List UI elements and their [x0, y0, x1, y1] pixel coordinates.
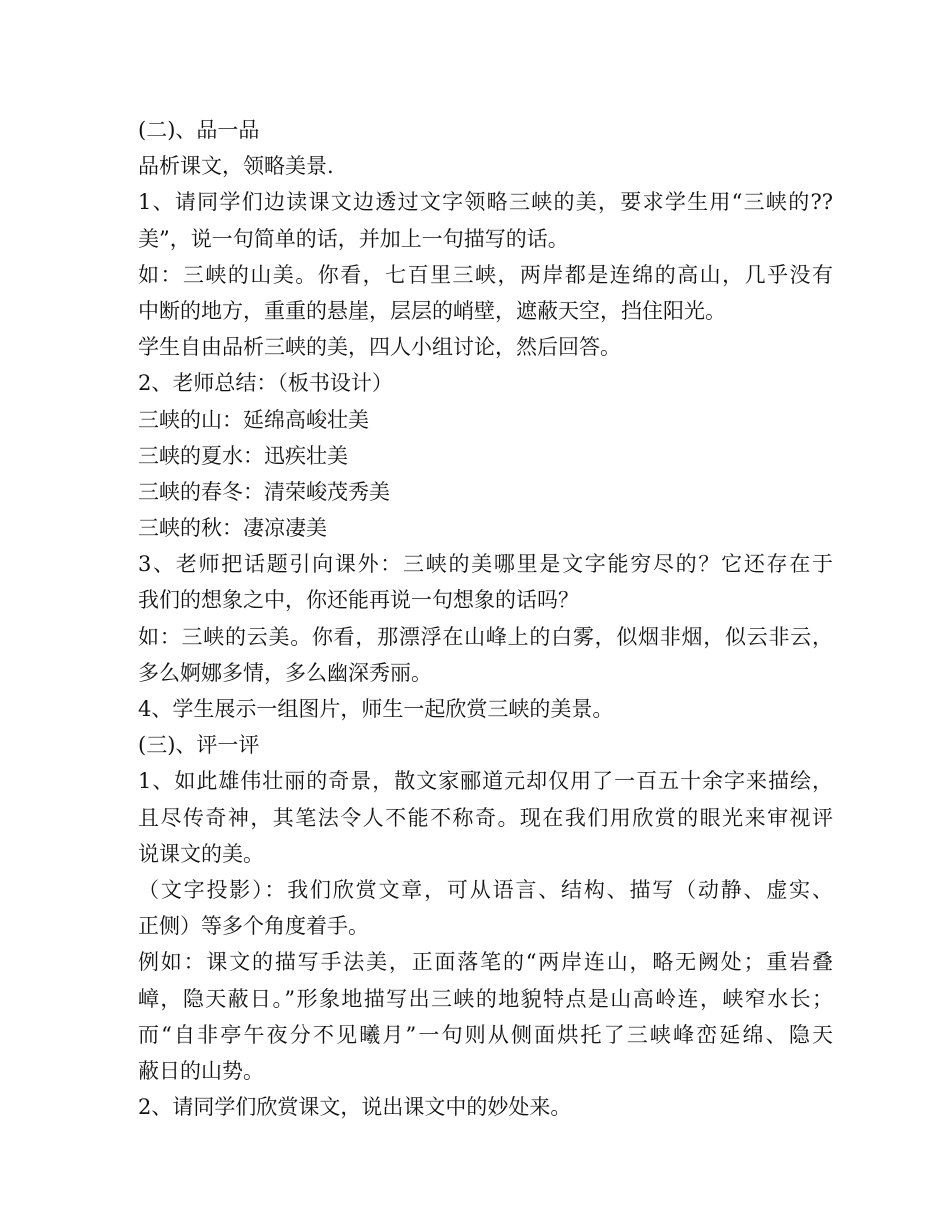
text-line: （文字投影）：我们欣赏文章，可从语言、结构、描写（动静、虚实、: [138, 877, 833, 902]
text-line: 4、学生展示一组图片，师生一起欣赏三峡的美景。: [138, 697, 614, 721]
document-body: [138, 112, 833, 1125]
text-line: 1、请同学们边读课文边透过文字领略三峡的美，要求学生用“三峡的??: [138, 190, 833, 215]
board-design-line: 三峡的山：延绵高峻壮美: [138, 407, 369, 432]
text-line: 正侧）等多个角度着手。: [138, 914, 369, 939]
text-line: 蔽日的山势。: [138, 1058, 264, 1083]
text-line: 而“自非亭午夜分不见曦月”一句则从侧面烘托了三峡峰峦延绵、隐天: [138, 1022, 833, 1047]
board-design-line: 三峡的春冬：清荣峻茂秀美: [138, 479, 390, 504]
section-heading-pin-yi-pin: (二)、品一品: [138, 118, 260, 142]
text-line: 1、如此雄伟壮丽的奇景，散文家郦道元却仅用了一百五十余字来描绘，: [138, 769, 833, 794]
text-line: 如：三峡的山美。你看，七百里三峡，两岸都是连绵的高山，几乎没有: [138, 262, 833, 287]
text-line: 嶂，隐天蔽日。”形象地描写出三峡的地貌特点是山高岭连，峡窄水长；: [138, 986, 833, 1011]
text-line: 例如：课文的描写手法美，正面落笔的“两岸连山，略无阙处；重岩叠: [138, 950, 833, 975]
text-line: 2、老师总结：（板书设计）: [138, 371, 393, 396]
text-line: 中断的地方，重重的悬崖，层层的峭壁，遮蔽天空，挡住阳光。: [138, 298, 726, 323]
text-line: 且尽传奇神，其笔法令人不能不称奇。现在我们用欣赏的眼光来审视评: [138, 805, 833, 830]
text-line: 2、请同学们欣赏课文，说出课文中的妙处来。: [138, 1095, 572, 1120]
text-line: 如：三峡的云美。你看，那漂浮在山峰上的白雾，似烟非烟，似云非云，: [138, 624, 833, 649]
section-heading-ping-yi-ping: (三)、评一评: [138, 733, 260, 758]
board-design-line: 三峡的夏水：迅疾壮美: [138, 443, 348, 468]
board-design-line: 三峡的秋：凄凉凄美: [138, 516, 327, 541]
text-line: 多么婀娜多情，多么幽深秀丽。: [138, 660, 432, 685]
text-line: 美”，说一句简单的话，并加上一句描写的话。: [138, 226, 569, 251]
text-line: 品析课文，领略美景.: [138, 154, 334, 179]
text-line: 我们的想象之中，你还能再说一句想象的话吗？: [138, 588, 579, 613]
text-line: 说课文的美。: [138, 841, 264, 866]
text-line: 学生自由品析三峡的美，四人小组讨论，然后回答。: [138, 335, 621, 360]
text-line: 3、老师把话题引向课外：三峡的美哪里是文字能穷尽的？它还存在于: [138, 552, 833, 577]
